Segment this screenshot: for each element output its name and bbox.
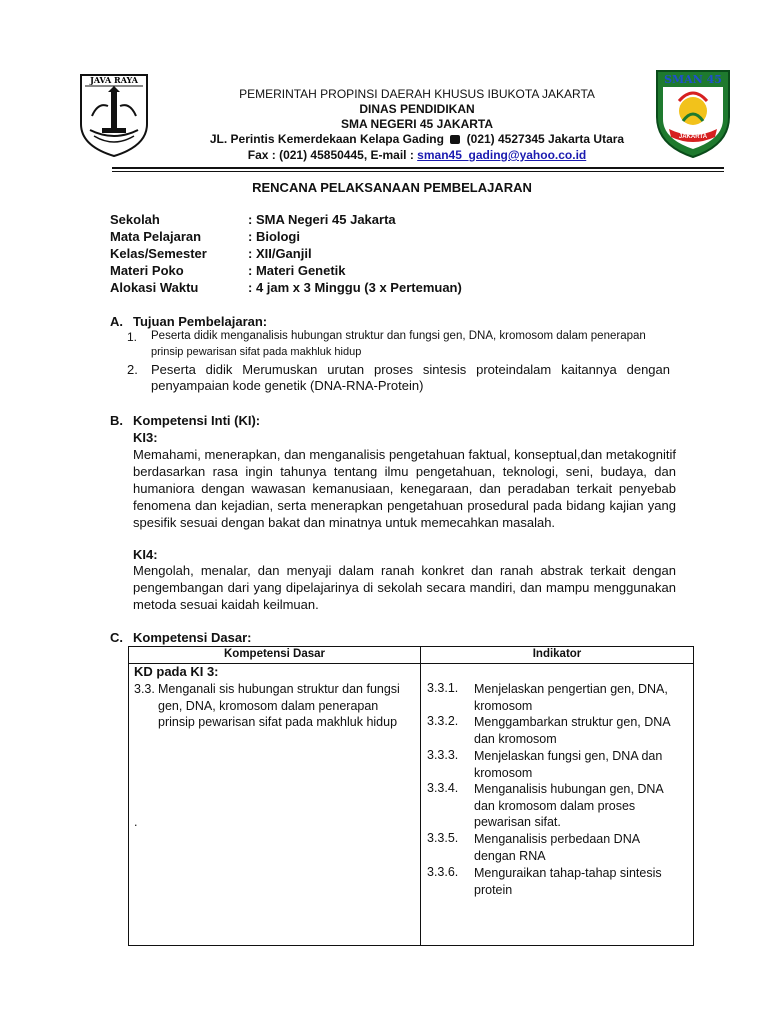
sman45-band-text: JAKARTA xyxy=(678,134,708,140)
header-address: JL. Perintis Kemerdekaan Kelapa Gading xyxy=(209,132,444,146)
objective-2-line1: Peserta didik Merumuskan urutan proses sintesis proteindalam kaitannya dengan xyxy=(151,362,670,377)
indicator-5-text: Menganalisis perbedaan DNA dengan RNA xyxy=(474,832,640,863)
kd-text xyxy=(158,681,413,731)
identity-label-sekolah: Sekolah xyxy=(110,212,160,227)
kd-text-line2: gen, DNA, kromosom dalam penerapan xyxy=(158,698,379,713)
identity-value-alokasi: : 4 jam x 3 Minggu (3 x Pertemuan) xyxy=(248,280,462,295)
ki4-label: KI4: xyxy=(133,547,158,562)
identity-label-kelas: Kelas/Semester xyxy=(110,246,207,261)
identity-label-alokasi: Alokasi Waktu xyxy=(110,280,199,295)
indicator-3-text: Menjelaskan fungsi gen, DNA dan kromosom xyxy=(474,749,663,780)
identity-label-mapel: Mata Pelajaran xyxy=(110,229,202,244)
header-government-line: PEMERINTAH PROPINSI DAERAH KHUSUS IBUKOTA JAKARTA xyxy=(239,87,595,101)
ki4-text: Mengolah, menalar, dan menyaji dalam ranah konkret dan ranah abstrak terkait dengan pengembangan dari yang dipelajarinya di sekolah secara mandiri, dan mampu menggunakan metoda sesuai kaidah keilmuan. xyxy=(133,563,676,612)
indicator-2-text: Menggambarkan struktur gen, DNA dan kromosom xyxy=(474,715,670,746)
section-c-heading: Kompetensi Dasar: xyxy=(133,630,252,645)
section-c-letter: C. xyxy=(110,630,123,645)
indicator-6-number: 3.3.6. xyxy=(427,865,459,879)
ki3-label: KI3: xyxy=(133,430,158,445)
header-address-line xyxy=(112,132,722,146)
objective-2-number: 2. xyxy=(127,362,138,377)
header-school-line: SMA NEGERI 45 JAKARTA xyxy=(340,117,494,131)
indicator-6-text: Menguraikan tahap-tahap sintesis protein xyxy=(474,866,662,897)
indicator-3-number: 3.3.3. xyxy=(427,748,459,762)
section-a-letter: A. xyxy=(110,314,123,329)
kd-number: 3.3. xyxy=(134,682,155,696)
document-title: RENCANA PELAKSANAAN PEMBELAJARAN xyxy=(252,180,532,195)
kd-title: KD pada KI 3: xyxy=(134,664,219,679)
kd-table-col2-header: Indikator xyxy=(532,648,582,660)
ki3-text: Memahami, menerapkan, dan menganalisis pengetahuan faktual, konseptual,dan metakognitif berdasarkan rasa ingin tahunya tentang ilmu pengetahuan, teknologi, seni, budaya, dan humaniora dengan wawasan kemanusiaan, kenegaraan, dan peradaban terkait penyebab fenomena dan kejadian, serta menerapkan pengetahuan prosedural pada bidang kajian yang spesifik sesuai dengan bakat dan minatnya untuk memecahkan masalah. xyxy=(133,447,676,530)
header-email-link[interactable]: sman45_gading@yahoo.co.id xyxy=(417,148,587,162)
indicator-4-text: Menganalisis hubungan gen, DNA dan kromosom dalam proses pewarisan sifat. xyxy=(474,782,664,829)
objective-2-line2: penyampaian kode genetik (DNA-RNA-Protein) xyxy=(151,378,424,393)
kd-table-col-divider xyxy=(420,647,421,945)
identity-value-kelas: : XII/Ganjil xyxy=(248,246,312,261)
section-b-heading: Kompetensi Inti (KI): xyxy=(133,413,261,428)
header-divider-thin xyxy=(112,171,724,172)
sman45-logo-text: SMAN 45 xyxy=(664,73,722,86)
objective-1-line1: Peserta didik menganalisis hubungan struktur dan fungsi gen, DNA, kromosom dalam penerapan xyxy=(151,330,646,342)
phone-icon xyxy=(450,135,460,144)
kd-text-line3: prinsip pewarisan sifat pada makhluk hidup xyxy=(158,715,398,729)
kd-stray-dot: . xyxy=(134,815,138,829)
indicator-5-number: 3.3.5. xyxy=(427,831,459,845)
header-divider-thick xyxy=(112,167,724,169)
identity-value-sekolah: : SMA Negeri 45 Jakarta xyxy=(248,212,396,227)
objective-1-line2: prinsip pewarisan sifat pada makhluk hidup xyxy=(151,346,362,358)
header-fax: Fax : (021) 45850445, E-mail : xyxy=(247,148,418,162)
identity-value-mapel: : Biologi xyxy=(248,229,300,244)
objective-1-number: 1. xyxy=(127,330,138,344)
header-department-line: DINAS PENDIDIKAN xyxy=(359,102,475,116)
kd-text-line1: Menganali sis hubungan struktur dan fungsi xyxy=(158,682,400,696)
section-b-letter: B. xyxy=(110,413,123,428)
indicator-4-number: 3.3.4. xyxy=(427,781,459,795)
header-phone: (021) 4527345 Jakarta Utara xyxy=(466,132,625,146)
crest-text: JAVA RAYA xyxy=(90,75,138,85)
header-fax-line xyxy=(112,148,722,162)
identity-label-materi: Materi Poko xyxy=(110,263,184,278)
kd-table-col1-header: Kompetensi Dasar xyxy=(224,648,325,660)
identity-value-materi: : Materi Genetik xyxy=(248,263,346,278)
indicator-2-number: 3.3.2. xyxy=(427,714,459,728)
indicator-1-number: 3.3.1. xyxy=(427,681,459,695)
section-a-heading: Tujuan Pembelajaran: xyxy=(133,314,268,329)
indicator-1-text: Menjelaskan pengertian gen, DNA, kromosom xyxy=(474,682,668,713)
